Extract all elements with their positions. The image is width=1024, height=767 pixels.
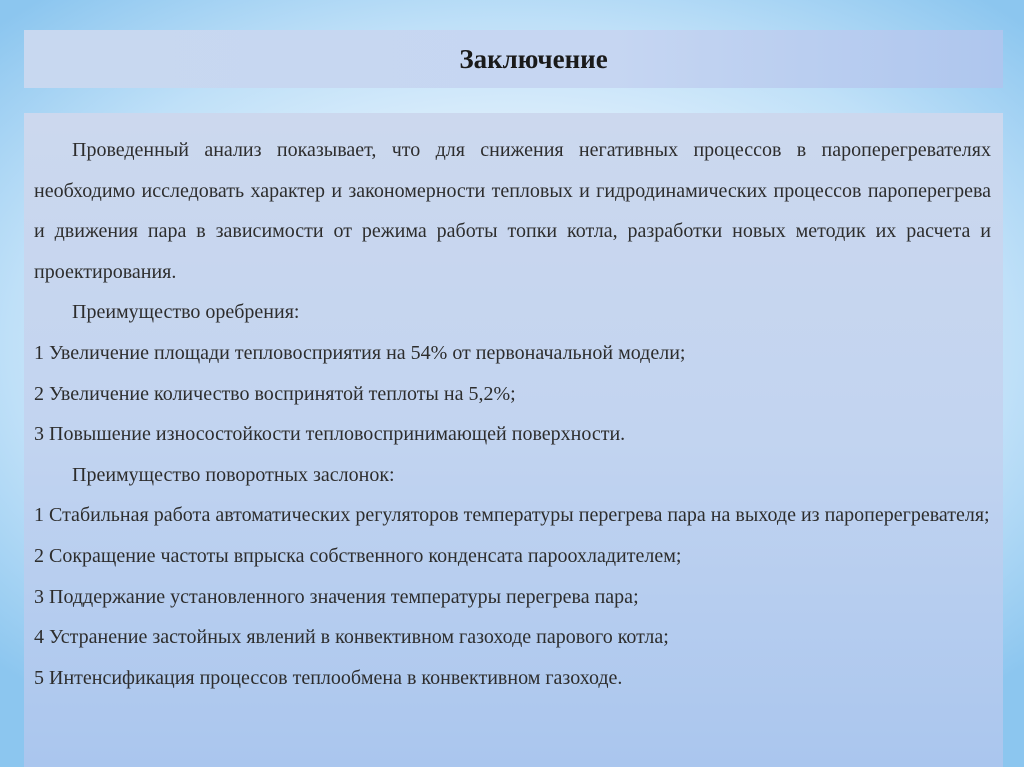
fins-item-3: 3 Повышение износостойкости тепловоспринимающей поверхности. [34,423,626,446]
dampers-item-3: 3 Поддержание установленного значения температуры перегрева пара; [34,585,639,608]
slide-title: Заключение [459,43,608,74]
intro-paragraph: Проведенный анализ показывает, что для снижения негативных процессов в пароперегревателях необходимо исследовать характер и закономерности тепловых и гидродинамических процессов пароперегрева и движения пара в зависимости от режима работы топки котла, разработки новых методик их расчета и проектирования. [34,139,991,283]
fins-heading: Преимущество оребрения: [72,301,300,324]
dampers-item-1: 1 Стабильная работа автоматических регуляторов температуры перегрева пара на выходе из пароперегревателя; [34,504,990,527]
content-panel [24,113,1003,767]
fins-item-1: 1 Увеличение площади тепловосприятия на 54% от первоначальной модели; [34,341,686,364]
dampers-item-5: 5 Интенсификация процессов теплообмена в конвективном газоходе. [34,666,623,689]
dampers-heading: Преимущество поворотных заслонок: [72,463,395,486]
title-bar [24,30,1003,88]
fins-item-2: 2 Увеличение количество воспринятой теплоты на 5,2%; [34,382,516,405]
dampers-item-2: 2 Сокращение частоты впрыска собственного конденсата пароохладителем; [34,544,682,567]
dampers-item-4: 4 Устранение застойных явлений в конвективном газоходе парового котла; [34,626,669,649]
